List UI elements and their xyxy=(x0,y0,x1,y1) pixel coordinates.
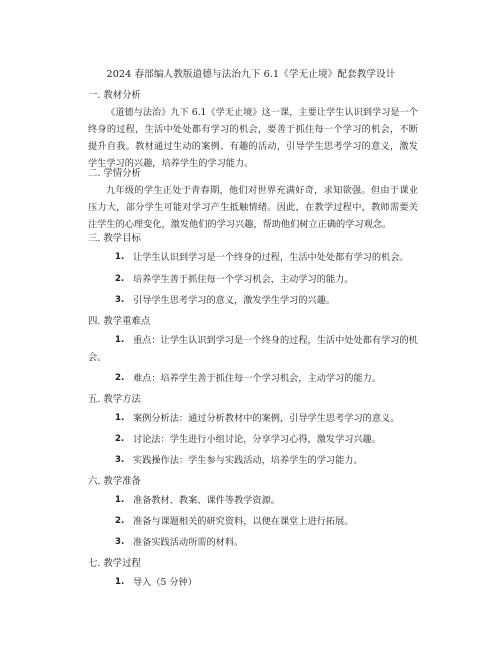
list-item xyxy=(88,292,423,309)
list-item xyxy=(88,249,423,266)
list-item-number: 1. xyxy=(115,577,125,587)
list-item-number: 3. xyxy=(115,455,125,465)
list-item-text: 重点：让学生认识到学习是一个终身的过程，生活中处处都有学习的机会。 xyxy=(88,335,418,363)
list-item-number: 1. xyxy=(115,413,125,423)
list-item xyxy=(88,452,423,469)
list-item-text: 讨论法：学生进行小组讨论，分享学习心得，激发学习兴趣。 xyxy=(133,434,382,445)
section-heading-teaching-material: 一. 教材分析 xyxy=(88,90,141,101)
list-item-text: 难点：培养学生善于抓住每一个学习机会，主动学习的能力。 xyxy=(133,373,382,384)
section-paragraph-teaching-material: 《道德与法治》九下 6.1《学无止境》这一课，主要让学生认识到学习是一个终身的过程，生活中处处都有学习的机会，要善于抓住每一个学习的机会，不断提升自我。教材通过生动的案例、有趣的活动，引导学生思考学习的意义，激发学生学习的兴趣，培养学生的学习能力。 xyxy=(88,107,418,169)
list-item-number: 1. xyxy=(115,495,125,505)
section-heading-teaching-methods: 五. 教学方法 xyxy=(88,394,141,405)
list-item-number: 2. xyxy=(115,434,125,444)
list-item xyxy=(88,332,418,366)
list-item xyxy=(88,370,423,387)
list-item xyxy=(88,492,423,509)
list-item-text: 案例分析法：通过分析教材中的案例，引导学生思考学习的意义。 xyxy=(133,413,400,424)
list-item-number: 3. xyxy=(115,537,125,547)
list-item-number: 1. xyxy=(115,252,125,262)
list-item-text: 准备与课题相关的研究资料，以便在课堂上进行拓展。 xyxy=(133,516,354,527)
list-item-text: 准备教材、教案、课件等教学资源。 xyxy=(133,495,280,506)
document-title: 2024 春部编人教版道德与法治九下 6.1《学无止境》配套教学设计 xyxy=(106,69,396,80)
list-item-number: 2. xyxy=(115,274,125,284)
section-paragraph-student-analysis: 九年级的学生正处于青春期，他们对世界充满好奇，求知欲强。但由于课业压力大，部分学生可能对学习产生抵触情绪。因此，在教学过程中，教师需要关注学生的心理变化，激发他们的学习兴趣，帮助他们树立正确的学习观念。 xyxy=(88,185,418,230)
list-item xyxy=(88,534,423,551)
list-item-number: 1. xyxy=(115,335,125,345)
section-heading-teaching-process: 七. 教学过程 xyxy=(88,558,141,569)
section-heading-student-analysis: 二. 学情分析 xyxy=(88,168,141,179)
list-item-number: 2. xyxy=(115,373,125,383)
list-item-text: 导入（5 分钟） xyxy=(133,577,197,588)
section-heading-teaching-goals: 三. 教学目标 xyxy=(88,233,141,244)
list-item xyxy=(88,513,423,530)
list-item-text: 培养学生善于抓住每一个学习机会，主动学习的能力。 xyxy=(133,274,354,285)
list-item-number: 2. xyxy=(115,516,125,526)
list-item-number: 3. xyxy=(115,295,125,305)
list-item xyxy=(88,574,423,591)
section-heading-key-points: 四. 教学重难点 xyxy=(88,316,151,327)
list-item xyxy=(88,271,423,288)
list-item-text: 引导学生思考学习的意义，激发学生学习的兴趣。 xyxy=(133,295,336,306)
list-item xyxy=(88,431,423,448)
list-item-text: 准备实践活动所需的材料。 xyxy=(133,537,244,548)
list-item xyxy=(88,410,423,427)
section-heading-teaching-preparation: 六. 教学准备 xyxy=(88,476,141,487)
list-item-text: 实践操作法：学生参与实践活动，培养学生的学习能力。 xyxy=(133,455,363,466)
list-item-text: 让学生认识到学习是一个终身的过程，生活中处处都有学习的机会。 xyxy=(133,252,409,263)
